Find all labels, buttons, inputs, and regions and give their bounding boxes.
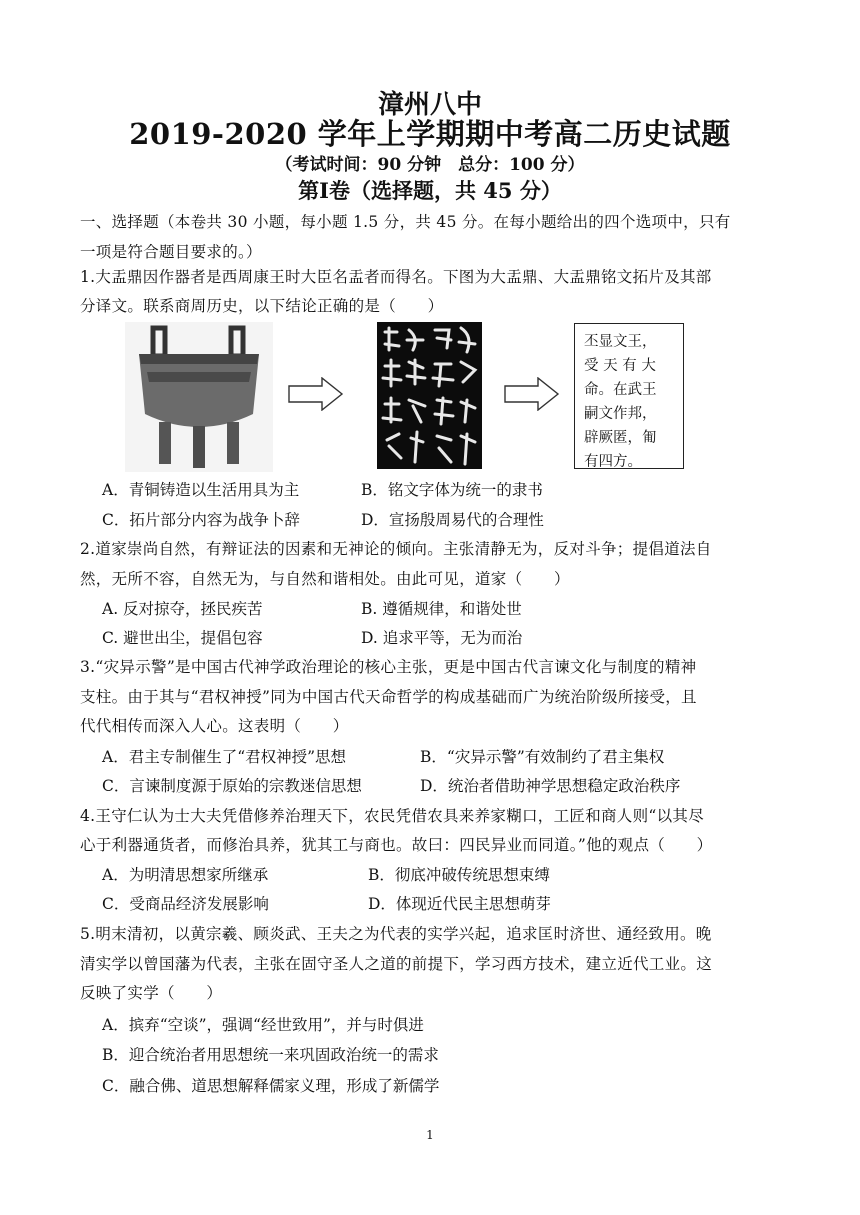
translation-line: 受 天 有 大 [584, 358, 656, 374]
q3-option-d: D．统治者借助神学思想稳定政治秩序 [420, 777, 681, 795]
q5-option-c: C．融合佛、道思想解释儒家义理，形成了新儒学 [102, 1077, 440, 1095]
translation-line: 有四方。 [584, 454, 642, 470]
q5-option-b: B．迎合统治者用思想统一来巩固政治统一的需求 [102, 1046, 439, 1064]
section-instructions: 一、选择题（本卷共 30 小题，每小题 1.5 分，共 45 分。在每小题给出的四个选项中，只有 [80, 213, 731, 231]
translation-box [574, 323, 684, 469]
question-5-stem: 5.明末清初，以黄宗羲、顾炎武、王夫之为代表的实学兴起，追求匡时济世、通经致用。晚 [80, 925, 712, 943]
translation-line: 辟厥匿，匍 [584, 430, 657, 446]
q3-option-c: C．言谏制度源于原始的宗教迷信思想 [102, 777, 362, 795]
q4-option-b: B．彻底冲破传统思想束缚 [368, 866, 550, 884]
arrow-right-icon [288, 377, 344, 411]
question-4-stem-cont: 心于利器通货者，而修治具养，犹其工与商也。故曰：四民异业而同道。”他的观点（ ） [80, 836, 713, 854]
q1-option-a: A．青铜铸造以生活用具为主 [102, 481, 300, 499]
question-3-stem-cont2: 代代相传而深入人心。这表明（ ） [80, 717, 349, 735]
question-4-stem: 4.王守仁认为士大夫凭借修养治理天下，农民凭借农具来养家糊口，工匠和商人则“以其尽 [80, 807, 705, 825]
translation-line: 命。在武王 [584, 382, 657, 398]
q4-option-a: A．为明清思想家所继承 [102, 866, 269, 884]
inscription-rubbing-image [377, 322, 482, 469]
q1-option-c: C．拓片部分内容为战争卜辞 [102, 511, 300, 529]
exam-info: （考试时间：90 分钟 总分：100 分） [275, 155, 585, 175]
q4-option-d: D．体现近代民主思想萌芽 [368, 895, 551, 913]
question-2-stem-cont: 然，无所不容，自然无为，与自然和谐相处。由此可见，道家（ ） [80, 570, 570, 588]
school-name: 漳州八中 [377, 90, 482, 120]
question-1-stem: 1.大盂鼎因作器者是西周康王时大臣名盂者而得名。下图为大盂鼎、大盂鼎铭文拓片及其部 [80, 268, 712, 286]
arrow-right-icon [504, 377, 560, 411]
q4-option-c: C．受商品经济发展影响 [102, 895, 269, 913]
translation-line: 嗣文作邦， [584, 406, 657, 422]
translation-line: 丕显文王， [584, 334, 657, 350]
question-5-stem-cont: 清实学以曾国藩为代表，主张在固守圣人之道的前提下，学习西方技术，建立近代工业。这 [80, 955, 713, 973]
q5-option-a: A．摈弃“空谈”，强调“经世致用”，并与时俱进 [102, 1016, 424, 1034]
question-5-stem-cont2: 反映了实学（ ） [80, 984, 223, 1002]
question-1-stem-cont: 分译文。联系商周历史，以下结论正确的是（ ） [80, 297, 444, 315]
bronze-ding-image [125, 322, 273, 472]
q2-option-d: D. 追求平等，无为而治 [361, 629, 523, 647]
question-2-stem: 2.道家崇尚自然，有辩证法的因素和无神论的倾向。主张清静无为，反对斗争；提倡道法自 [80, 540, 712, 558]
q3-option-b: B．“灾异示警”有效制约了君主集权 [420, 748, 665, 766]
q1-option-d: D．宣扬殷周易代的合理性 [361, 511, 544, 529]
section-instructions-cont: 一项是符合题目要求的。） [80, 243, 262, 261]
q3-option-a: A．君主专制催生了“君权神授”思想 [102, 748, 347, 766]
q2-option-b: B. 遵循规律，和谐处世 [361, 600, 522, 618]
q1-option-b: B．铭文字体为统一的隶书 [361, 481, 543, 499]
q2-option-a: A. 反对掠夺，拯民疾苦 [102, 600, 263, 618]
question-3-stem: 3.“灾异示警”是中国古代神学政治理论的核心主张，更是中国古代言谏文化与制度的精神 [80, 658, 697, 676]
exam-title: 2019-2020 学年上学期期中考高二历史试题 [129, 117, 731, 151]
volume-heading: 第Ⅰ卷（选择题，共 45 分） [298, 178, 562, 203]
question-3-stem-cont: 支柱。由于其与“君权神授”同为中国古代天命哲学的构成基础而广为统治阶级所接受，且 [80, 688, 697, 706]
q2-option-c: C. 避世出尘，提倡包容 [102, 629, 263, 647]
page-number: 1 [426, 1128, 434, 1142]
